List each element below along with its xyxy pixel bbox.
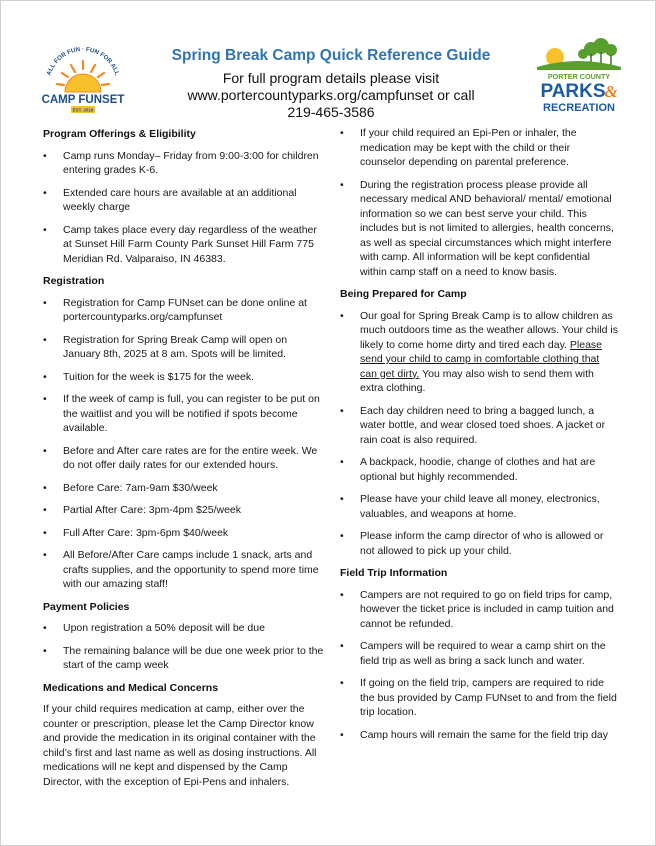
list-item: • Please have your child leave all money, electronics, valuables, and weapons at home. [340,493,600,520]
bullet: • [43,186,47,199]
header-website-line: www.portercountyparks.org/campfunset or call [187,87,475,103]
list-item: • Tuition for the week is $175 for the week. [43,370,255,383]
bullet: • [43,149,47,162]
section-heading-payment: Payment Policies [43,600,130,613]
right-column [340,126,618,750]
header [151,47,511,121]
list-item: • Our goal for Spring Break Camp is to allow children as much outdoors time as the weather allows. Your child is likely to come home dirty and tired each day. Please send your child to camp in comfortable clothing that can get dirty. You may also wish to send them with extra clothing. [340,309,618,394]
list-item: • Campers will be required to wear a camp shirt on the field trip as well as bring a sack lunch and water. [340,640,606,667]
list-item: • Each day children need to bring a bagged lunch, a water bottle, and wear closed toed shoes. A jacket or rain coat is also required. [340,404,606,446]
payment-list [43,621,327,673]
list-item: • Before and After care rates are for the entire week. We do not offer daily rates for our extended hours. [43,444,318,471]
svg-text:EST. 2016: EST. 2016 [72,107,94,113]
list-item: • All Before/After Care camps include 1 snack, arts and crafts supplies, and the opportunity to spend more time with our amazing staff! [43,549,319,590]
porter-county-parks-logo [533,37,625,117]
registration-list [43,296,327,592]
program-list [43,149,327,267]
bullet: • [340,404,344,417]
list-item: • Camp takes place every day regardless of the weather at Sunset Hill Farm County Park Sunset Hill Farm 775 Meridian Rd. Valparaiso, IN 46383. [43,223,317,265]
bullet: • [340,456,344,468]
bullet: • [43,504,47,516]
bullet: • [43,370,47,383]
list-item: • Camp hours will remain the same for the field trip day [340,728,609,741]
medications-paragraph: If your child requires medication at camp, either over the counter or prescription, please let the Camp Director know and provide the medication in its original container with the child’s first and last name as well as dosing instructions. All medications will ne kept and dispensed by the Camp Director, with the exception of Epi-Pens and inhalers. [43,703,317,788]
bullet: • [43,223,47,236]
field-trip-list [340,588,618,743]
bullet: • [43,549,47,561]
svg-text:ALL FOR FUN · FUN FOR ALL: ALL FOR FUN · FUN FOR ALL [45,46,121,77]
bullet: • [43,526,47,539]
list-item: • If the week of camp is full, you can register to be put on the waitlist and you will be notified if spots become available. [43,393,320,434]
medical-list [340,126,618,279]
bullet: • [340,493,344,505]
left-column [43,127,327,789]
bullet: • [340,588,344,601]
bullet: • [43,481,47,494]
header-line-1: For full program details please visit [222,70,440,86]
list-item: • Before Care: 7am-9am $30/week [43,481,218,494]
list-item: • A backpack, hoodie, change of clothes and hat are optional but highly recommended. [340,456,596,483]
header-phone: 219-465-3586 [287,104,375,120]
bullet: • [340,677,344,689]
svg-text:&: & [604,82,618,101]
list-item: • Upon registration a 50% deposit will be due [43,622,265,634]
list-item: • Partial After Care: 3pm-4pm $25/week [43,504,241,516]
section-heading-prepared: Being Prepared for Camp [340,288,467,300]
list-item: • Registration for Spring Break Camp will open on January 8th, 2025 at 8 am. Spots will be limited. [43,333,288,360]
section-heading-program: Program Offerings & Eligibility [43,128,196,140]
list-item: • Registration for Camp FUNset can be done online at portercountyparks.org/campfunset [43,296,307,323]
list-item: • Extended care hours are available at an additional weekly charge [43,186,297,213]
bullet: • [43,622,47,634]
page-title: Spring Break Camp Quick Reference Guide [171,47,491,64]
bullet: • [340,728,344,741]
bullet: • [43,644,47,657]
bullet: • [340,127,344,139]
list-item: • If your child required an Epi-Pen or inhaler, the medication may be kept with the child or their counselor depending on parental preference. [340,127,577,168]
bullet: • [340,640,344,652]
bullet: • [43,333,47,346]
underlined-clothing-note: Please send your child to camp in comfortable clothing that can get dirty. [360,338,603,380]
bullet: • [43,296,47,309]
bullet: • [43,444,47,457]
list-item: • During the registration process please provide all necessary medical AND behavioral/ mental/ emotional information so we can best serve your child. This includes but is not limited to allergies, health concerns, as well as special circumstances which might interfere with camp. All information will be kept confidential within camp staff on a need to know basis. [340,178,614,278]
bullet: • [340,178,344,191]
section-heading-registration: Registration [43,275,105,287]
list-item: • If going on the field trip, campers are required to ride the bus provided by Camp FUNset to and from the field trip location. [340,677,617,718]
list-item: • Full After Care: 3pm-6pm $40/week [43,526,229,539]
svg-text:CAMP FUNSET: CAMP FUNSET [41,94,125,106]
list-item: • Camp runs Monday– Friday from 9:00-3:00 for children entering grades K-6. [43,149,319,176]
section-heading-medications: Medications and Medical Concerns [43,681,219,694]
svg-text:PORTER COUNTY: PORTER COUNTY [547,72,611,81]
list-item: • Campers are not required to go on field trips for camp, however the ticket price is included in camp tuition and cannot be refunded. [340,588,614,630]
section-heading-field-trip: Field Trip Information [340,567,448,579]
bullet: • [340,530,344,542]
list-item: • Please inform the camp director of who is allowed or not allowed to pick up your child. [340,530,604,557]
camp-funset-logo [35,39,131,119]
prepared-list [340,309,618,559]
list-item: • The remaining balance will be due one week prior to the start of the camp week [43,644,324,671]
svg-text:PARKS: PARKS [540,81,606,102]
bullet: • [43,393,47,405]
svg-text:RECREATION: RECREATION [543,102,615,114]
bullet: • [340,309,344,322]
